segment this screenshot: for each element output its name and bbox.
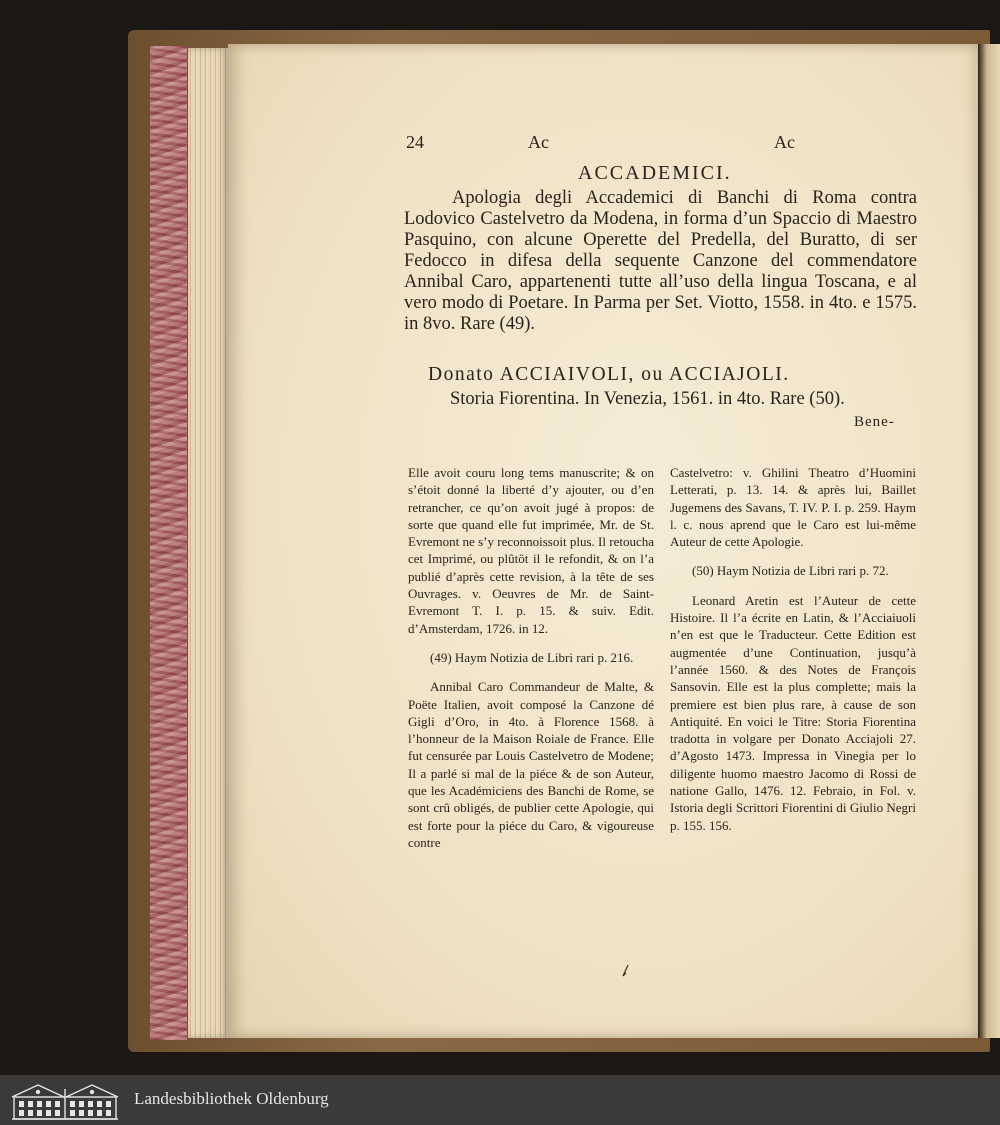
page-edges [188, 48, 228, 1038]
note-paragraph: (49) Haym Notizia de Libri rari p. 216. [430, 649, 634, 665]
note-paragraph: Annibal Caro Commandeur de Malte, & Poëte Italien, avoit composé la Canzone dé Gigli d’Oro, in 4to. à Florence 1568. à l’honneur de la Maison Roiale de France. Elle fut censurée par Louis Castelvetro de Modene; Il a parlé si mal de la piéce & de son Auteur, que les Académiciens des Banchi de Rome, se sont crû obligés, de publier cette Apologie, qui est forte pour la piéce du Caro, & vigoureuse contre [408, 679, 654, 850]
library-name[interactable]: Landesbibliothek Oldenburg [134, 1089, 329, 1108]
entry-accademici: Apologia degli Accademici di Banchi di Roma contra Lodovico Castelvetro da Modena, in forma d’un Spaccio di Maestro Pasquino, con alcune Operette del Predella, del Buratto, di ser Fedocco in difesa della sequente Canzone del commendatore Annibal Caro, appartenenti tutte all’uso della lingua Toscana, e al vero modo di Poetare. In Parma per Set. Viotto, 1558. in 4to. e 1575. in 8vo. Rare (49). [404, 188, 917, 334]
facing-page-edge [978, 44, 1000, 1038]
notes-column-right [670, 464, 916, 846]
notes-column-left [408, 464, 654, 863]
note-paragraph: Castelvetro: v. Ghilini Theatro d’Huomini Letterati, p. 13. 14. & après lui, Baillet Jugemens des Savans, T. IV. P. I. p. 259. Haym l. c. nous aprend que le Caro est lui-même Auteur de cette Apologie. [670, 465, 916, 550]
ink-mark [620, 964, 630, 980]
catchword: Bene- [854, 414, 895, 430]
running-head-left: Ac [528, 132, 549, 152]
note-paragraph: Leonard Aretin est l’Auteur de cette Histoire. Il l’a écrite en Latin, & l’Acciaiuoli n’en est que le Traducteur. Cette Edition est augmentée d’une Continuation, jusqu’à l’année 1560. & des Notes de François Sansovin. Elle est la plus complette; mais la premiere est bien plus rare, à cause de son Antiquité. En voici le Titre: Storia Fiorentina tradotta in volgare per Donato Acciajoli 27. d’Agosto 1473. Impressa in Vinegia per lo diligente huomo maestro Jacomo di Rossi de natione Gallo, 1476. 12. Febraio, in Fol. v. Istoria degli Scrittori Fiorentini di Giulio Negri p. 155. 156. [670, 592, 916, 833]
note-paragraph: Elle avoit couru long tems manuscrite; & on s’étoit donné la liberté d’y ajouter, ou d’en retrancher, ce qu’on avoit jugé à propos: de sorte que quand elle fut imprimée, Mr. de St. Evremont ne s’y reconnoissoit plus. Il retoucha cet Imprimé, ou plûtôt il le refondit, & on l’a publié d’après cette revision, à la tête de ses Ouvrages. v. Oeuvres de Mr. de Saint-Evremont T. I. p. 15. & suiv. Edit. d’Amsterdam, 1726. in 12. [408, 465, 654, 636]
page-number: 24 [406, 132, 424, 152]
section-title: ACCADEMICI. [578, 162, 732, 184]
running-head-right: Ac [774, 132, 795, 152]
book-page [228, 44, 978, 1038]
entry-acciaivoli-body: Storia Fiorentina. In Venezia, 1561. in 4to. Rare (50). [450, 389, 845, 409]
footer-bar [0, 1075, 1000, 1125]
entry-acciaivoli-heading: Donato ACCIAIVOLI, ou ACCIAJOLI. [428, 364, 790, 385]
note-paragraph: (50) Haym Notizia de Libri rari p. 72. [692, 563, 889, 579]
library-building-logo-icon [8, 1077, 122, 1123]
marbled-endpaper [150, 46, 188, 1040]
